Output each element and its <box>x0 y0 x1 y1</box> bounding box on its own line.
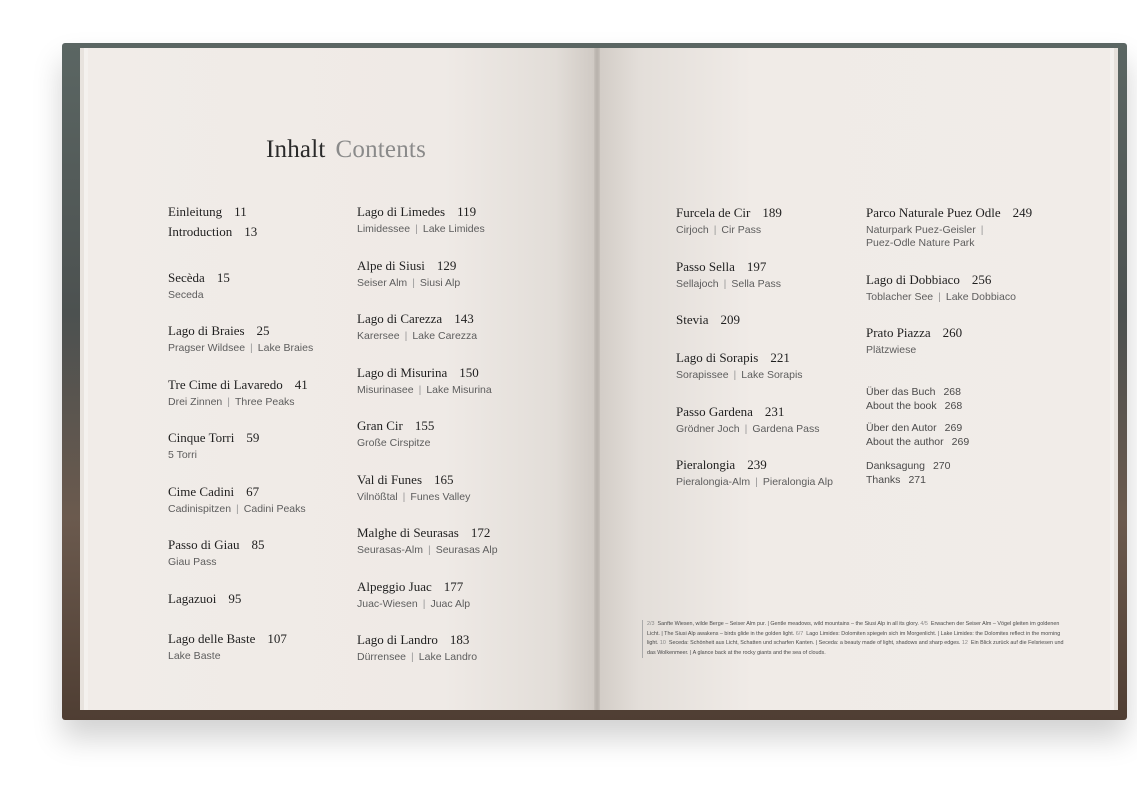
toc-entry-title <box>357 258 460 274</box>
subtitle-part: Puez-Odle Nature Park <box>866 237 975 249</box>
caption-text: Erwachen der Seiser Alm – Vögel gleiten im goldenen Licht. | The Siusi Alp awakens – birds glide in the golden light. <box>647 621 1060 637</box>
subtitle-part: Pieralongia-Alm <box>676 476 751 488</box>
appendix-page-number: 269 <box>944 422 963 434</box>
entry-page-number: 67 <box>246 484 260 499</box>
entry-page-number: 95 <box>228 591 242 606</box>
toc-entry-title <box>357 418 434 434</box>
separator: | <box>412 277 415 289</box>
entry-subtitle <box>357 437 434 450</box>
entry-page-number: 183 <box>449 632 470 647</box>
subtitle-part: Drei Zinnen <box>168 396 223 408</box>
entry-subtitle <box>168 650 287 663</box>
entry-name: Lago di Landro <box>357 632 438 647</box>
toc-entry <box>168 631 287 663</box>
toc-entry-title <box>357 311 477 327</box>
entry-name: Lago di Dobbiaco <box>866 272 960 287</box>
entry-name: Prato Piazza <box>866 325 931 340</box>
entry-page-number: 25 <box>256 323 270 338</box>
subtitle-part: Dürrensee <box>357 651 407 663</box>
entry-page-number: 249 <box>1012 205 1033 220</box>
toc-entry <box>357 418 434 450</box>
toc-entry-title <box>168 430 259 446</box>
page-title <box>266 136 426 164</box>
entry-name: Lagazuoi <box>168 591 217 606</box>
appendix-page-number: 269 <box>951 435 970 448</box>
entry-page-number: 150 <box>459 365 479 380</box>
entry-page-number: 85 <box>251 537 265 552</box>
subtitle-part: Lake Limides <box>422 223 485 235</box>
entry-name: Alpe di Siusi <box>357 258 425 273</box>
appendix-name: About the author <box>866 435 944 448</box>
entry-name: Lago di Sorapis <box>676 350 759 365</box>
entry-name: Secèda <box>168 270 205 285</box>
toc-entry <box>676 259 781 291</box>
entry-page-number: 231 <box>764 404 785 419</box>
separator: | <box>733 369 737 381</box>
subtitle-part: Naturpark Puez-Geisler <box>866 224 976 236</box>
toc-entry-title <box>357 472 470 488</box>
subtitle-part: Seceda <box>168 289 204 301</box>
entry-subtitle <box>357 223 485 236</box>
toc-entry-title <box>168 270 230 286</box>
toc-entry-title <box>676 457 833 473</box>
toc-entry-title <box>168 591 241 607</box>
photo-captions <box>642 620 1067 658</box>
entry-subtitle <box>866 344 962 357</box>
toc-entry-title <box>168 484 306 500</box>
appendix-line-english <box>866 436 969 450</box>
subtitle-part: Lake Landro <box>418 651 478 663</box>
entry-page-number: 260 <box>942 325 963 340</box>
appendix-page-number: 270 <box>932 460 951 472</box>
entry-name: Stevia <box>676 312 709 327</box>
title-english: Contents <box>335 136 427 163</box>
appendix-line-german <box>866 422 969 436</box>
separator: | <box>402 491 406 503</box>
toc-entry <box>357 258 460 290</box>
appendix-page-number: 268 <box>944 399 963 412</box>
separator: | <box>938 291 941 303</box>
toc-entry <box>168 204 257 240</box>
separator: | <box>723 278 727 290</box>
subtitle-part: Lake Carezza <box>412 330 478 342</box>
toc-entry-title <box>866 205 1032 221</box>
entry-name: Lago di Carezza <box>357 311 443 326</box>
entry-name: Einleitung <box>168 204 223 219</box>
subtitle-part: Karersee <box>357 330 400 342</box>
entry-name: Tre Cime di Lavaredo <box>168 377 283 392</box>
entry-page-number: 59 <box>246 430 260 445</box>
subtitle-part: Sellajoch <box>676 278 719 290</box>
right-page <box>598 48 1110 710</box>
entry-page-number: 209 <box>720 312 740 327</box>
subtitle-part: Three Peaks <box>235 396 295 408</box>
entry-name: Malghe di Seurasas <box>357 525 459 540</box>
subtitle-part: Limidessee <box>357 223 411 235</box>
toc-entry <box>168 537 265 569</box>
subtitle-part: Toblacher See <box>866 291 934 303</box>
entry-subtitle <box>676 278 781 291</box>
toc-entry-title <box>357 632 477 648</box>
appendix-line-german <box>866 460 951 474</box>
separator: | <box>250 342 253 354</box>
toc-entry-title <box>357 579 470 595</box>
entry-subtitle <box>168 503 306 516</box>
entry-page-number: 221 <box>770 350 790 365</box>
appendix-name: Über den Autor <box>866 422 937 434</box>
toc-entry <box>168 270 230 302</box>
toc-entry <box>357 204 485 236</box>
subtitle-part: Lake Dobbiaco <box>945 291 1016 303</box>
entry-name: Passo Gardena <box>676 404 753 419</box>
subtitle-part: Funes Valley <box>410 491 471 503</box>
entry-name: Alpeggio Juac <box>357 579 432 594</box>
caption-page-ref: 2/3 <box>647 621 655 627</box>
toc-entry-title <box>168 377 308 393</box>
entry-page-number: 41 <box>294 377 308 392</box>
toc-entry <box>676 404 819 436</box>
toc-entry <box>866 205 1032 250</box>
entry-subtitle <box>168 289 230 302</box>
entry-page-number: 155 <box>414 418 435 433</box>
entry-subtitle <box>357 544 498 557</box>
subtitle-part: Cadini Peaks <box>243 503 306 515</box>
entry-page-number: 172 <box>470 525 491 540</box>
subtitle-part: Cirjoch <box>676 224 709 236</box>
entry-page-number: 11 <box>234 204 247 219</box>
entry-subtitle <box>357 330 477 343</box>
separator: | <box>427 544 431 556</box>
appendix-name: Über das Buch <box>866 386 936 398</box>
separator: | <box>755 476 758 488</box>
separator: | <box>236 503 239 515</box>
toc-entry-title <box>676 205 782 221</box>
toc-entry <box>357 632 477 664</box>
toc-entry-title <box>357 525 498 541</box>
entry-subtitle <box>168 556 265 569</box>
entry-subtitle <box>357 651 477 664</box>
entry-subtitle <box>866 291 1016 304</box>
subtitle-part: Pragser Wildsee <box>168 342 246 354</box>
book-gutter <box>594 48 600 710</box>
entry-subtitle <box>357 491 470 504</box>
subtitle-part: Lake Misurina <box>426 384 492 396</box>
appendix-page-number: 271 <box>908 473 926 486</box>
entry-name: Introduction <box>168 224 233 239</box>
entry-page-number: 197 <box>746 259 767 274</box>
toc-entry <box>676 205 782 237</box>
entry-name: Pieralongia <box>676 457 736 472</box>
subtitle-part: Pieralongia Alp <box>762 476 833 488</box>
caption-page-ref: 4/5 <box>920 621 928 627</box>
separator: | <box>411 651 414 663</box>
appendix-page-number: 268 <box>943 386 961 398</box>
caption-text: Ein Blick zurück auf die Felsriesen und das Wolkenmeer. | A glance back at the rocky giants and the sea of clouds. <box>647 640 1064 656</box>
appendix-line-english <box>866 474 951 488</box>
toc-entry <box>168 430 259 462</box>
entry-subtitle <box>168 396 308 409</box>
caption-page-ref: 12 <box>961 640 968 646</box>
entry-subtitle <box>866 224 1032 250</box>
entry-subtitle <box>357 384 492 397</box>
subtitle-part: Misurinasee <box>357 384 414 396</box>
entry-name: Lago delle Baste <box>168 631 256 646</box>
toc-entry <box>676 457 833 489</box>
toc-entry <box>168 377 308 409</box>
entry-subtitle <box>676 369 803 382</box>
subtitle-part: Giau Pass <box>168 556 217 568</box>
entry-subtitle <box>168 342 313 355</box>
entry-page-number: 143 <box>454 311 474 326</box>
entry-subtitle <box>357 598 470 611</box>
entry-name: Passo Sella <box>676 259 735 274</box>
entry-page-number: 177 <box>443 579 464 594</box>
appendix-line-english <box>866 400 962 414</box>
subtitle-part: Cir Pass <box>721 224 762 236</box>
entry-name: Lago di Braies <box>168 323 245 338</box>
subtitle-part: Lake Baste <box>168 650 221 662</box>
toc-entry <box>357 365 492 397</box>
entry-subtitle <box>676 476 833 489</box>
entry-name: Val di Funes <box>357 472 422 487</box>
entry-page-number: 129 <box>436 258 457 273</box>
toc-entry <box>866 272 1016 304</box>
caption-text: Lago Limides: Dolomiten spiegeln sich im Morgenlicht. | Lake Limides: the Dolomites reflect in the morning light. <box>647 630 1061 646</box>
caption-page-ref: 6/7 <box>795 630 804 637</box>
separator: | <box>415 223 418 235</box>
entry-subtitle <box>357 277 460 290</box>
subtitle-part: Siusi Alp <box>419 277 461 289</box>
separator: | <box>980 224 984 236</box>
subtitle-part: Plätzwiese <box>866 344 917 356</box>
subtitle-part: Große Cirspitze <box>357 437 431 449</box>
entry-page-number: 107 <box>267 631 287 646</box>
entry-page-number: 165 <box>434 472 454 487</box>
separator: | <box>227 396 231 408</box>
entry-page-number: 15 <box>216 270 230 285</box>
entry-name: Parco Naturale Puez Odle <box>866 205 1001 220</box>
entry-name: Lago di Limedes <box>357 204 446 219</box>
appendix-name: Danksagung <box>866 460 925 472</box>
subtitle-part: Lake Sorapis <box>741 369 803 381</box>
subtitle-part: Cadinispitzen <box>168 503 232 515</box>
subtitle-part: Gardena Pass <box>752 423 820 435</box>
toc-entry-title <box>676 312 740 328</box>
separator: | <box>418 384 422 396</box>
subtitle-part: Lake Braies <box>257 342 314 354</box>
entry-subtitle <box>676 224 782 237</box>
subtitle-part: Seurasas Alp <box>435 544 498 556</box>
separator: | <box>422 598 426 610</box>
entry-subtitle <box>168 449 259 462</box>
appendix-entry <box>866 386 962 413</box>
toc-entry <box>357 311 477 343</box>
toc-entry-title <box>168 631 287 647</box>
entry-page-number: 239 <box>747 457 767 472</box>
toc-entry <box>357 525 498 557</box>
toc-entry <box>168 484 306 516</box>
entry-name: Cinque Torri <box>168 430 235 445</box>
caption-page-ref: 10 <box>659 640 666 646</box>
appendix-entry <box>866 422 969 449</box>
toc-entry-title <box>676 259 781 275</box>
separator: | <box>404 330 408 342</box>
entry-name: Cime Cadini <box>168 484 235 499</box>
toc-entry-title <box>168 204 257 220</box>
entry-page-number: 256 <box>971 272 992 287</box>
toc-entry-title <box>676 350 803 366</box>
entry-name: Gran Cir <box>357 418 403 433</box>
appendix-name: Thanks <box>866 473 901 486</box>
title-german: Inhalt <box>266 136 326 163</box>
toc-entry-title <box>168 224 257 240</box>
entry-name: Furcela de Cir <box>676 205 751 220</box>
subtitle-part: Sorapissee <box>676 369 729 381</box>
toc-entry-title <box>168 323 313 339</box>
caption-text: Seceda: Schönheit aus Licht, Schatten und scharfen Kanten. | Seceda: a beauty made of light, shadows and sharp edges. <box>668 640 962 646</box>
toc-entry <box>357 472 470 504</box>
appendix-entry <box>866 460 951 487</box>
subtitle-part: Seiser Alm <box>357 277 408 289</box>
entry-subtitle <box>676 423 819 436</box>
separator: | <box>744 423 748 435</box>
toc-entry <box>357 579 470 611</box>
toc-entry <box>168 591 241 607</box>
entry-page-number: 13 <box>244 224 258 239</box>
subtitle-part: Juac-Wiesen <box>357 598 418 610</box>
toc-entry-title <box>357 204 485 220</box>
caption-text: Sanfte Wiesen, wilde Berge – Seiser Alm pur. | Gentle meadows, wild mountains – the Siusi Alp in all its glory. <box>657 621 921 627</box>
appendix-name: About the book <box>866 399 937 412</box>
subtitle-part: Grödner Joch <box>676 423 740 435</box>
subtitle-part: Vilnößtal <box>357 491 398 503</box>
entry-name: Passo di Giau <box>168 537 240 552</box>
subtitle-part: Juac Alp <box>430 598 471 610</box>
entry-page-number: 189 <box>762 205 782 220</box>
entry-name: Lago di Misurina <box>357 365 448 380</box>
appendix-line-german <box>866 386 962 400</box>
toc-entry-title <box>866 325 962 341</box>
separator: | <box>713 224 717 236</box>
toc-entry <box>866 325 962 357</box>
toc-entry <box>168 323 313 355</box>
toc-entry-title <box>866 272 1016 288</box>
subtitle-part: Sella Pass <box>731 278 781 290</box>
toc-entry <box>676 312 740 328</box>
subtitle-part: Seurasas-Alm <box>357 544 423 556</box>
toc-entry-title <box>676 404 819 420</box>
toc-entry-title <box>357 365 492 381</box>
toc-entry <box>676 350 803 382</box>
toc-entry-title <box>168 537 265 553</box>
entry-page-number: 119 <box>457 204 477 219</box>
subtitle-part: 5 Torri <box>168 449 197 461</box>
